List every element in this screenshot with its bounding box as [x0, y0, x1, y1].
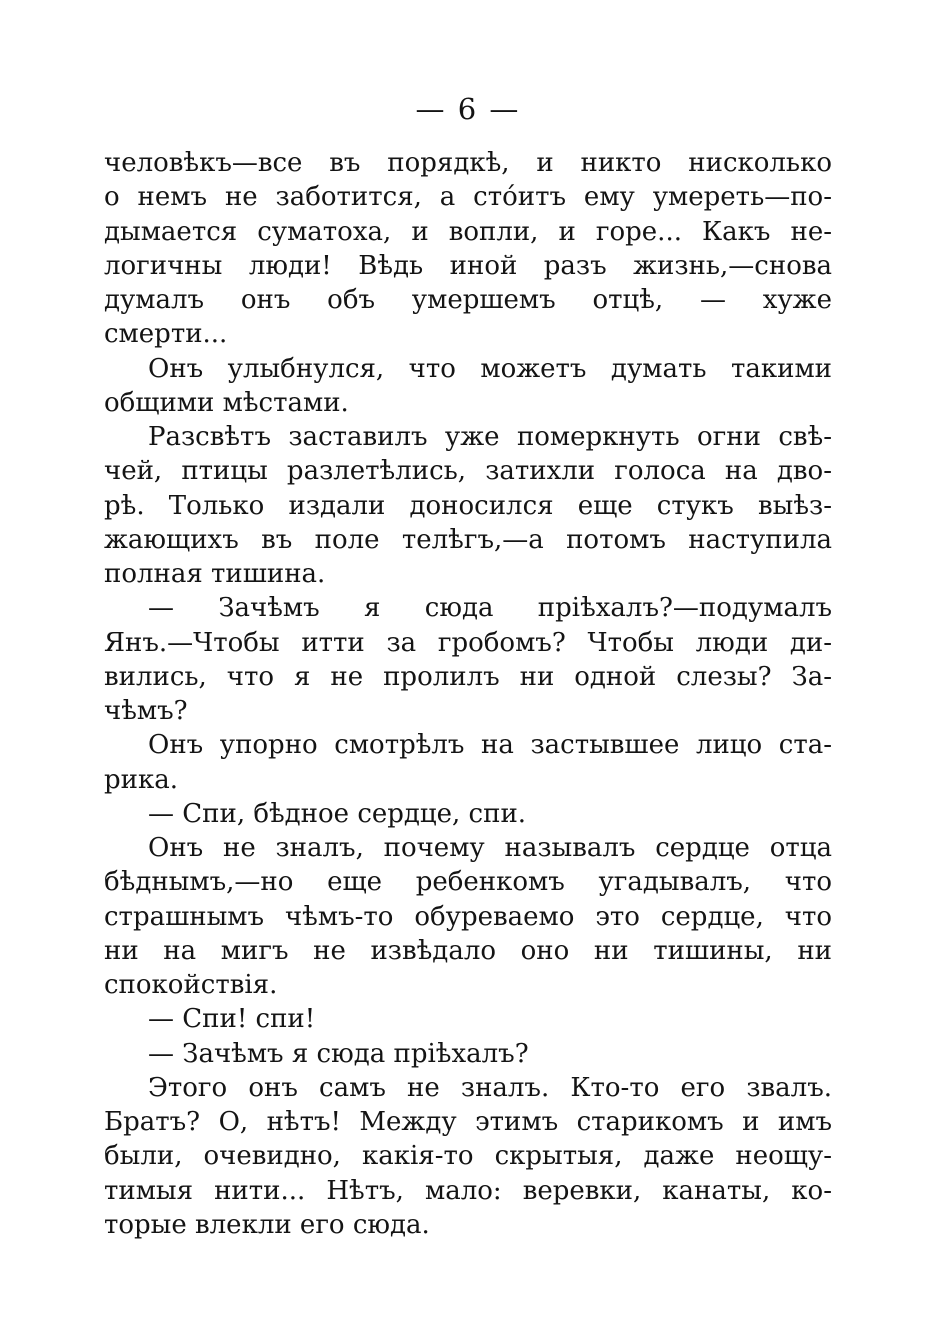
text-line: ни на мигъ не извѣдало оно ни тишины, ни [104, 935, 832, 966]
text-line: Онъ упорно смотрѣлъ на застывшее лицо ста- [148, 730, 832, 761]
text-line: Братъ? О, нѣтъ! Между этимъ старикомъ и имъ [104, 1107, 832, 1137]
text-column [104, 146, 832, 1242]
text-line: смерти... [104, 319, 228, 350]
text-line: логичны люди! Вѣдь иной разъ жизнь,—снова [104, 250, 832, 281]
text-line: были, очевидно, какія-то скрытыя, даже неощу- [104, 1141, 832, 1172]
text-line: — Спи, бѣдное сердце, спи. [148, 798, 527, 829]
text-line: вились, что я не пролилъ ни одной слезы? За- [104, 661, 832, 692]
text-line: чѣмъ? [104, 696, 188, 726]
text-line: человѣкъ—все въ порядкѣ, и никто нисколько [104, 148, 832, 178]
text-line: Онъ не зналъ, почему называлъ сердце отца [148, 833, 832, 863]
text-line: Разсвѣтъ заставилъ уже померкнуть огни свѣ- [148, 422, 832, 452]
text-line: жающихъ въ поле телѣгъ,—а потомъ наступила [104, 524, 832, 555]
text-line: — Зачѣмъ я сюда пріѣхалъ?—подумалъ [148, 593, 832, 624]
text-line: Этого онъ самъ не зналъ. Кто-то его звалъ. [148, 1072, 832, 1103]
text-line: — Зачѣмъ я сюда пріѣхалъ? [148, 1038, 529, 1069]
text-line: думалъ онъ объ умершемъ отцѣ, — хуже [104, 285, 832, 315]
text-line: страшнымъ чѣмъ-то обуреваемо это сердце, что [104, 901, 832, 932]
text-line: чей, птицы разлетѣлись, затихли голоса на дво- [104, 456, 832, 487]
text-line: бѣднымъ,—но еще ребенкомъ угадывалъ, что [104, 867, 832, 898]
text-line: полная тишина. [104, 559, 326, 589]
text-line: о немъ не заботится, а стóитъ ему умереть—по- [104, 182, 832, 213]
text-line: тимыя нити... Нѣтъ, мало: веревки, канаты, ко- [104, 1175, 832, 1206]
text-line: дымается суматоха, и вопли, и горе... Какъ не- [104, 216, 832, 247]
page-number: — 6 — [415, 92, 521, 126]
text-line: торые влекли его сюда. [104, 1209, 430, 1240]
text-line: Онъ улыбнулся, что можетъ думать такими [148, 353, 832, 384]
text-line: спокойствія. [104, 970, 278, 1000]
text-line: — Спи! спи! [148, 1004, 316, 1035]
text-line: общими мѣстами. [104, 387, 349, 418]
text-line: Янъ.—Чтобы итти за гробомъ? Чтобы люди ди- [104, 627, 832, 658]
text-line: рика. [104, 764, 178, 795]
text-line: рѣ. Только издали доносился еще стукъ выѣз- [104, 490, 832, 521]
